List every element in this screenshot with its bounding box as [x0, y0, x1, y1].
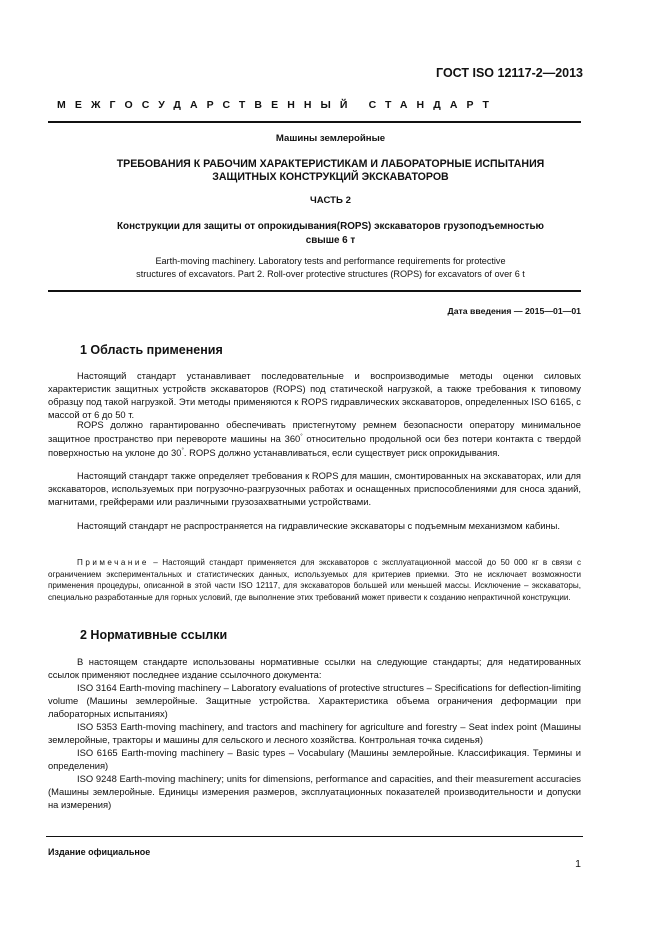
requirements-title-line2: ЗАЩИТНЫХ КОНСТРУКЦИЙ ЭКСКАВАТОРОВ	[212, 171, 449, 183]
title-divider	[48, 290, 581, 292]
machine-type-title: Машины землеройные	[275, 133, 386, 144]
scope-paragraph-4: Настоящий стандарт не распространяется на гидравлические экскаваторы с подъемным механизмом кабины.	[77, 520, 560, 531]
degree-symbol: °	[300, 434, 303, 440]
scope-p2-part-b: относительно продольной оси без потери контакта с твердой поверхностью на уклоне до 30	[48, 433, 582, 459]
page-number: 1	[575, 858, 581, 870]
scope-p2-part-a: ROPS должно гарантированно обеспечивать пристегнутому ремнем безопасности оператору минимальное защитное пространство при перевороте машины на 360	[48, 419, 581, 445]
footer-rule	[46, 836, 583, 837]
section-2-title: 2 Нормативные ссылки	[80, 628, 228, 642]
references-list	[48, 681, 581, 811]
russian-subtitle	[40, 220, 621, 247]
russian-subtitle-line1: Конструкции для защиты от опрокидывания(ROPS) экскаваторов грузоподъемностью	[117, 221, 544, 232]
note-text: – Настоящий стандарт применяется для экскаваторов с эксплуатационной массой до 50 000 кг в связи с ограничением экспериментальных и статистических данных, используемых для критериев приемки. Это не исключает возможности применения процедуры, описанной в этой части ISO 12117, для экскаваторов большей или меньшей массы. Исключение – экскаваторы, специально разработанные для горных условий, где выполнение этих требований может привести к созданию непрактичной конструкции.	[48, 558, 581, 602]
reference-item: ISO 6165 Earth-moving machinery – Basic types – Vocabulary (Машины землеройные. Классификация. Термины и определения)	[48, 747, 581, 771]
english-title	[40, 255, 621, 281]
english-title-line1: Earth-moving machinery. Laboratory tests and performance requirements for protective	[155, 256, 506, 266]
edition-label: Издание официальное	[48, 847, 151, 857]
note-label: Примечание	[77, 558, 149, 567]
section-1-title: 1 Область применения	[80, 343, 223, 357]
requirements-title-line1: ТРЕБОВАНИЯ К РАБОЧИМ ХАРАКТЕРИСТИКАМ И ЛАБОРАТОРНЫЕ ИСПЫТАНИЯ	[116, 158, 545, 170]
interstate-standard-heading: МЕЖГОСУДАРСТВЕННЫЙ СТАНДАРТ	[57, 99, 498, 111]
russian-subtitle-line2: свыше 6 т	[305, 234, 356, 246]
degree-symbol: °	[181, 448, 184, 455]
scope-paragraph-3: Настоящий стандарт также определяет требования к ROPS для машин, смонтированных на экскаваторах, или для экскаваторов, используемых при погрузочно-разгрузочных работах и оснащенных приспособлениями для сноса зданий, магнитами, грейферами или различными грузозахватными устройствами.	[48, 470, 581, 507]
references-intro: В настоящем стандарте использованы нормативные ссылки на следующие стандарты; для недатированных ссылок применяют последнее издание ссылочного документа:	[48, 656, 581, 680]
english-title-line2: structures of excavators. Part 2. Roll-over protective structures (ROPS) for excavators of over 6 t	[136, 269, 525, 279]
scope-note	[48, 557, 581, 603]
reference-item: ISO 5353 Earth-moving machinery, and tractors and machinery for agriculture and forestry – Seat index point (Машины землеройные, тракторы и машины для сельского и лесного хозяйства. Контрольная точка сиденья)	[48, 721, 581, 745]
scope-p2-part-c: . ROPS должно устанавливаться, если существует риск опрокидывания.	[183, 447, 500, 459]
scope-paragraph-2	[48, 418, 581, 459]
part-label: ЧАСТЬ 2	[310, 195, 351, 206]
reference-item: ISO 9248 Earth-moving machinery; units for dimensions, performance and capacities, and their measurement accuracies (Машины землеройные. Единицы измерения размеров, эксплуатационных показателей производительности и допуски на измерения)	[48, 773, 581, 810]
reference-item: ISO 3164 Earth-moving machinery – Laboratory evaluations of protective structures – Specifications for deflection-limiting volume (Машины землеройные. Защитные устройства. Характеристика объема ограничения деформации при лабораторных испытаниях)	[48, 682, 581, 719]
document-code: ГОСТ ISO 12117-2—2013	[436, 66, 583, 80]
top-rule	[48, 121, 581, 123]
scope-paragraph-1: Настоящий стандарт устанавливает последовательные и воспроизводимые методы оценки силовых характеристик защитных устройств экскаваторов (ROPS) под статической нагрузкой, а также требования к типовому образцу под такой нагрузкой. Эти методы применяются к ROPS гидравлических экскаваторов, определенных ISO 6165, с массой от 6 до 50 т.	[48, 370, 581, 420]
introduction-date: Дата введения — 2015—01—01	[447, 306, 581, 316]
requirements-title	[40, 158, 621, 184]
